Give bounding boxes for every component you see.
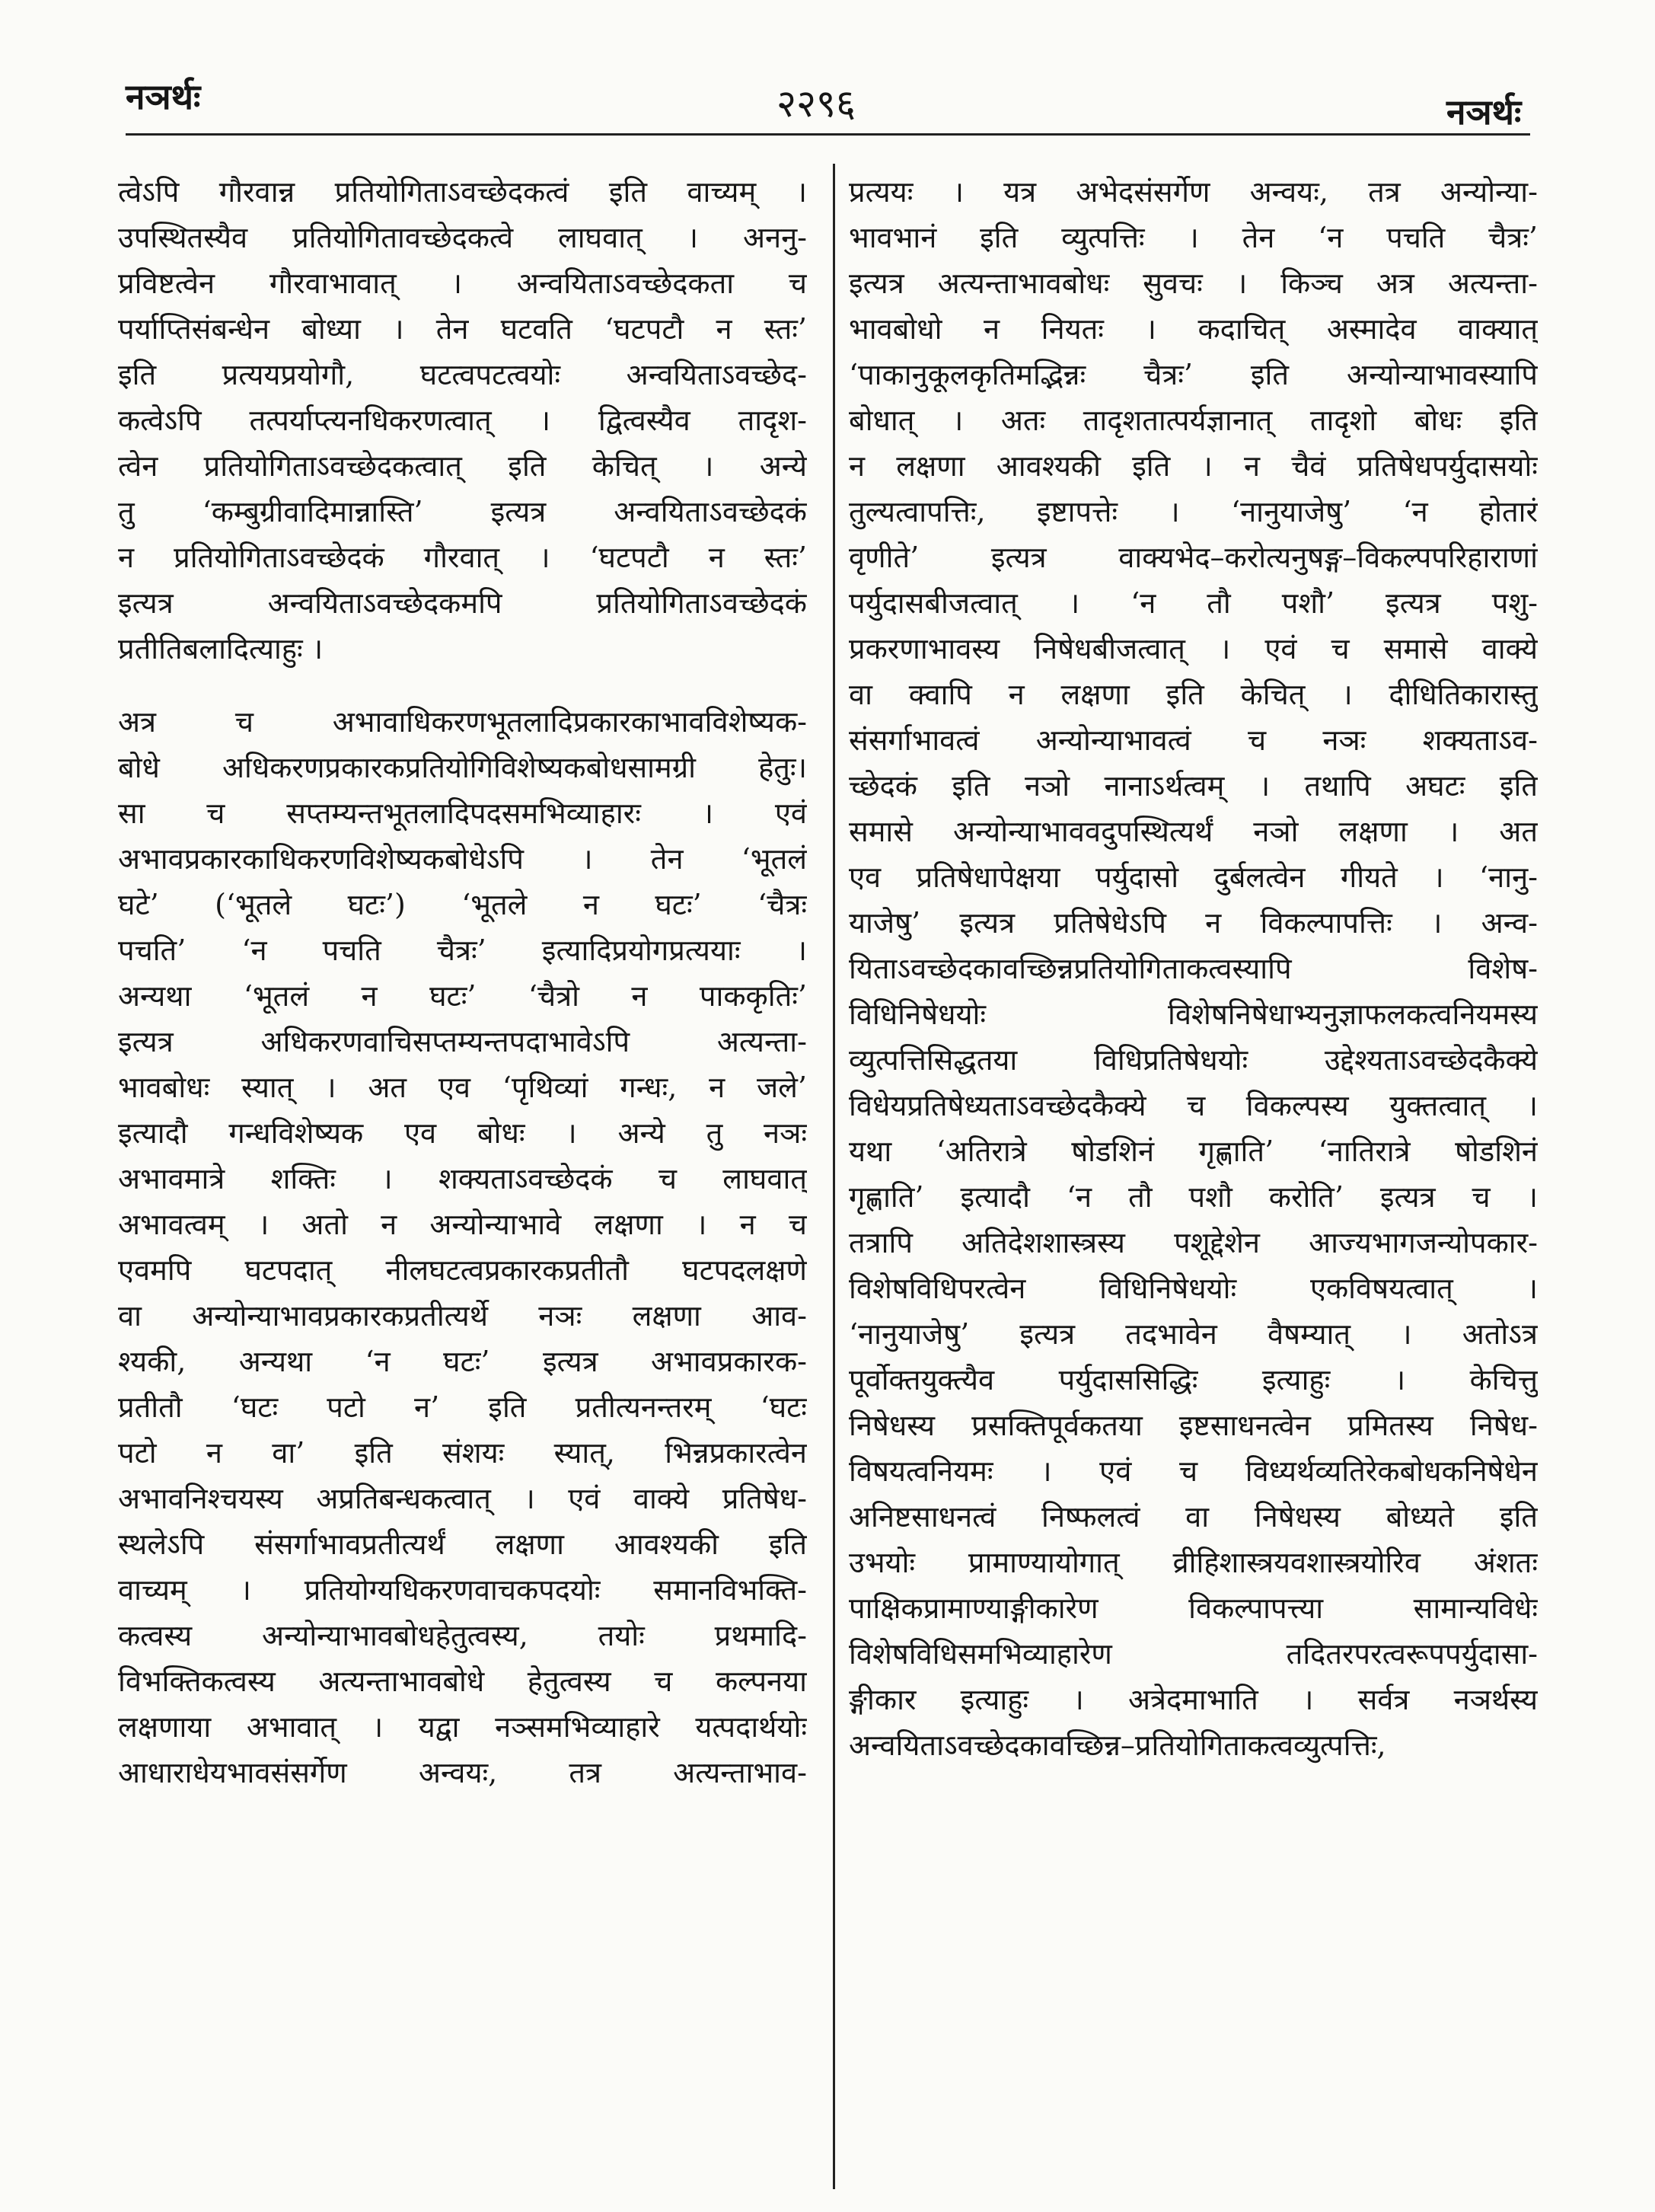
right-column-line: प्रत्ययः । यत्र अभेदसंसर्गेण अन्वयः, तत्र अन्योन्या-: [849, 175, 1538, 209]
left-column-line: भावबोधः स्यात् । अत एव ‘पृथिव्यां गन्धः, न जले’: [118, 1071, 807, 1104]
left-column-line: स्थलेऽपि संसर्गाभावप्रतीत्यर्थं लक्षणा आवश्यकी इति: [118, 1527, 807, 1561]
left-column-line: श्यकी, अन्यथा ‘न घटः’ इत्यत्र अभावप्रकारक-: [118, 1345, 807, 1378]
right-column-line: ‘पाकानुकूलकृतिमद्भिन्नः चैत्रः’ इति अन्योन्याभावस्यापि: [849, 358, 1538, 391]
left-column: [118, 169, 807, 1795]
right-column-line: तुल्यत्वापत्तिः, इष्टापत्तेः । ‘नानुयाजेषु’ ‘न होतारं: [849, 495, 1538, 528]
right-column-line: अनिष्टसाधनत्वं निष्फलत्वं वा निषेधस्य बोध्यते इति: [849, 1500, 1538, 1534]
right-column-line: यिताऽवच्छेदकावच्छिन्नप्रतियोगिताकत्वस्यापि विशेष-: [849, 952, 1538, 985]
left-column-line: वा अन्योन्याभावप्रकारकप्रतीत्यर्थे नञः लक्षणा आव-: [118, 1299, 807, 1333]
running-head-left: नञर्थः: [126, 76, 201, 117]
right-column-line: गृह्णाति’ इत्यादौ ‘न तौ पशौ करोति’ इत्यत्र च ।: [849, 1180, 1538, 1214]
left-column-line: अन्यथा ‘भूतलं न घटः’ ‘चैत्रो न पाककृतिः’: [118, 979, 807, 1013]
paragraph-gap: [118, 672, 807, 699]
left-column-line: एवमपि घटपदात् नीलघटत्वप्रकारकप्रतीतौ घटपदलक्षणे: [118, 1253, 807, 1287]
left-column-line: बोधे अधिकरणप्रकारकप्रतियोगिविशेष्यकबोधसामग्री हेतुः।: [118, 751, 807, 784]
right-column-line: तत्रापि अतिदेशशास्त्रस्य पशूद्देशेन आज्यभागजन्योपकार-: [849, 1226, 1538, 1259]
right-column-line: उभयोः प्रामाण्यायोगात् व्रीहिशास्त्रयवशास्त्रयोरिव अंशतः: [849, 1546, 1538, 1579]
right-column-line: बोधात् । अतः तादृशतात्पर्यज्ञानात् तादृशो बोधः इति: [849, 404, 1538, 437]
right-column-line: पूर्वोक्तयुक्त्यैव पर्युदाससिद्धिः इत्याहुः । केचित्तु: [849, 1363, 1538, 1396]
right-column-line: याजेषु’ इत्यत्र प्रतिषेधेऽपि न विकल्पापत्तिः । अन्व-: [849, 906, 1538, 940]
left-column-line: पटो न वा’ इति संशयः स्यात्, भिन्नप्रकारत्वेन: [118, 1436, 807, 1470]
left-column-line: आधाराधेयभावसंसर्गेण अन्वयः, तत्र अत्यन्ताभाव-: [118, 1756, 807, 1789]
page-header: [0, 46, 1655, 132]
right-column-line: अन्वयिताऽवच्छेदकावच्छिन्न–प्रतियोगिताकत्वव्युत्पत्तिः,: [849, 1728, 1386, 1762]
right-column-line: एव प्रतिषेधापेक्षया पर्युदासो दुर्बलत्वेन गीयते । ‘नानु-: [849, 860, 1538, 894]
left-column-line: पर्याप्तिसंबन्धेन बोध्या । तेन घटवति ‘घटपटौ न स्तः’: [118, 312, 807, 346]
left-column-line: कत्वेऽपि तत्पर्याप्त्यनधिकरणत्वात् । द्वित्वस्यैव तादृश-: [118, 404, 807, 437]
left-column-line: अभावप्रकारकाधिकरणविशेष्यकबोधेऽपि । तेन ‘भूतलं: [118, 842, 807, 876]
right-column-line: विधेयप्रतिषेध्यताऽवच्छेदकैक्ये च विकल्पस्य युक्तत्वात् ।: [849, 1089, 1538, 1122]
left-column-line: पचति’ ‘न पचति चैत्रः’ इत्यादिप्रयोगप्रत्ययाः ।: [118, 934, 807, 967]
left-column-line: अभावत्वम् । अतो न अन्योन्याभावे लक्षणा । न च: [118, 1208, 807, 1241]
right-column-line: निषेधस्य प्रसक्तिपूर्वकतया इष्टसाधनत्वेन प्रमितस्य निषेध-: [849, 1409, 1538, 1442]
left-column-line: अभावनिश्चयस्य अप्रतिबन्धकत्वात् । एवं वाक्ये प्रतिषेध-: [118, 1482, 807, 1515]
left-column-line: इत्यत्र अन्वयिताऽवच्छेदकमपि प्रतियोगिताऽवच्छेदकं: [118, 586, 807, 620]
left-column-line: तु ‘कम्बुग्रीवादिमान्नास्ति’ इत्यत्र अन्वयिताऽवच्छेदकं: [118, 495, 807, 528]
column-divider: [833, 164, 835, 2189]
right-column: [849, 169, 1538, 1768]
left-column-line: त्वेऽपि गौरवान्न प्रतियोगिताऽवच्छेदकत्वं इति वाच्यम् ।: [118, 175, 807, 209]
left-column-line: इत्यत्र अधिकरणवाचिसप्तम्यन्तपदाभावेऽपि अत्यन्ता-: [118, 1025, 807, 1058]
right-column-line: पाक्षिकप्रामाण्याङ्गीकारेण विकल्पापत्त्या सामान्यविधेः: [849, 1591, 1538, 1625]
right-column-line: ङ्गीकार इत्याहुः । अत्रेदमाभाति । सर्वत्र नञर्थस्य: [849, 1683, 1538, 1716]
left-column-line: घटे’ (‘भूतले घटः’) ‘भूतले न घटः’ ‘चैत्रः: [118, 888, 807, 921]
right-column-line: च्छेदकं इति नञो नानाऽर्थत्वम् । तथापि अघटः इति: [849, 769, 1538, 803]
running-head-right: नञर्थः: [1446, 91, 1522, 132]
left-column-line: प्रतीतौ ‘घटः पटो न’ इति प्रतीत्यनन्तरम् ‘घटः: [118, 1390, 807, 1424]
right-column-line: पर्युदासबीजत्वात् । ‘न तौ पशौ’ इत्यत्र पशु-: [849, 586, 1538, 620]
right-column-line: विधिनिषेधयोः विशेषनिषेधाभ्यनुज्ञाफलकत्वनियमस्य: [849, 997, 1538, 1031]
right-column-line: प्रकरणाभावस्य निषेधबीजत्वात् । एवं च समासे वाक्ये: [849, 632, 1538, 666]
right-column-line: समासे अन्योन्याभाववदुपस्थित्यर्थं नञो लक्षणा । अत: [849, 815, 1538, 848]
right-column-line: व्युत्पत्तिसिद्धतया विधिप्रतिषेधयोः उद्देश्यताऽवच्छेदकैक्ये: [849, 1043, 1538, 1077]
left-column-line: विभक्तिकत्वस्य अत्यन्ताभावबोधे हेतुत्वस्य च कल्पनया: [118, 1665, 807, 1698]
left-column-line: प्रतीतिबलादित्याहुः ।: [118, 632, 324, 666]
left-column-line: न प्रतियोगिताऽवच्छेदकं गौरवात् । ‘घटपटौ न स्तः’: [118, 541, 807, 574]
left-column-line: उपस्थितस्यैव प्रतियोगितावच्छेदकत्वे लाघवात् । अननु-: [118, 221, 807, 254]
left-column-line: अभावमात्रे शक्तिः । शक्यताऽवच्छेदकं च लाघवात्: [118, 1162, 807, 1195]
right-column-line: न लक्षणा आवश्यकी इति । न चैवं प्रतिषेधपर्युदासयोः: [849, 449, 1538, 483]
right-column-line: विषयत्वनियमः । एवं च विध्यर्थव्यतिरेकबोधकनिषेधेन: [849, 1454, 1538, 1488]
left-column-line: लक्षणाया अभावात् । यद्वा नञ्समभिव्याहारे यत्पदार्थयोः: [118, 1710, 807, 1744]
right-column-line: विशेषविधिसमभिव्याहारेण तदितरपरत्वरूपपर्युदासा-: [849, 1637, 1538, 1671]
header-rule: [126, 133, 1530, 136]
left-column-line: अत्र च अभावाधिकरणभूतलादिप्रकारकाभावविशेष्यक-: [118, 705, 807, 739]
left-column-line: प्रविष्टत्वेन गौरवाभावात् । अन्वयिताऽवच्छेदकता च: [118, 267, 807, 300]
left-column-line: इति प्रत्ययप्रयोगौ, घटत्वपटत्वयोः अन्वयिताऽवच्छेद-: [118, 358, 807, 391]
page-number: २२९६: [776, 81, 856, 126]
right-column-line: इत्यत्र अत्यन्ताभावबोधः सुवचः । किञ्च अत्र अत्यन्ता-: [849, 267, 1538, 300]
right-column-line: भावबोधो न नियतः । कदाचित् अस्मादेव वाक्यात्: [849, 312, 1538, 346]
right-column-line: संसर्गाभावत्वं अन्योन्याभावत्वं च नञः शक्यताऽव-: [849, 723, 1538, 757]
right-column-line: भावभानं इति व्युत्पत्तिः । तेन ‘न पचति चैत्रः’: [849, 221, 1538, 254]
left-column-line: त्वेन प्रतियोगिताऽवच्छेदकत्वात् इति केचित् । अन्ये: [118, 449, 807, 483]
left-column-line: इत्यादौ गन्धविशेष्यक एव बोधः । अन्ये तु नञः: [118, 1116, 807, 1150]
right-column-line: वा क्वापि न लक्षणा इति केचित् । दीधितिकारास्तु: [849, 678, 1538, 711]
left-column-line: सा च सप्तम्यन्तभूतलादिपदसमभिव्याहारः । एवं: [118, 796, 807, 830]
right-column-line: वृणीते’ इत्यत्र वाक्यभेद–करोत्यनुषङ्ग–विकल्पपरिहाराणां: [849, 541, 1538, 574]
left-column-line: कत्वस्य अन्योन्याभावबोधहेतुत्वस्य, तयोः प्रथमादि-: [118, 1619, 807, 1652]
right-column-line: विशेषविधिपरत्वेन विधिनिषेधयोः एकविषयत्वात् ।: [849, 1272, 1538, 1305]
left-column-line: वाच्यम् । प्रतियोग्यधिकरणवाचकपदयोः समानविभक्ति-: [118, 1573, 807, 1607]
right-column-line: ‘नानुयाजेषु’ इत्यत्र तदभावेन वैषम्यात् । अतोऽत्र: [849, 1317, 1538, 1351]
right-column-line: यथा ‘अतिरात्रे षोडशिनं गृह्णाति’ ‘नातिरात्रे षोडशिनं: [849, 1135, 1538, 1168]
